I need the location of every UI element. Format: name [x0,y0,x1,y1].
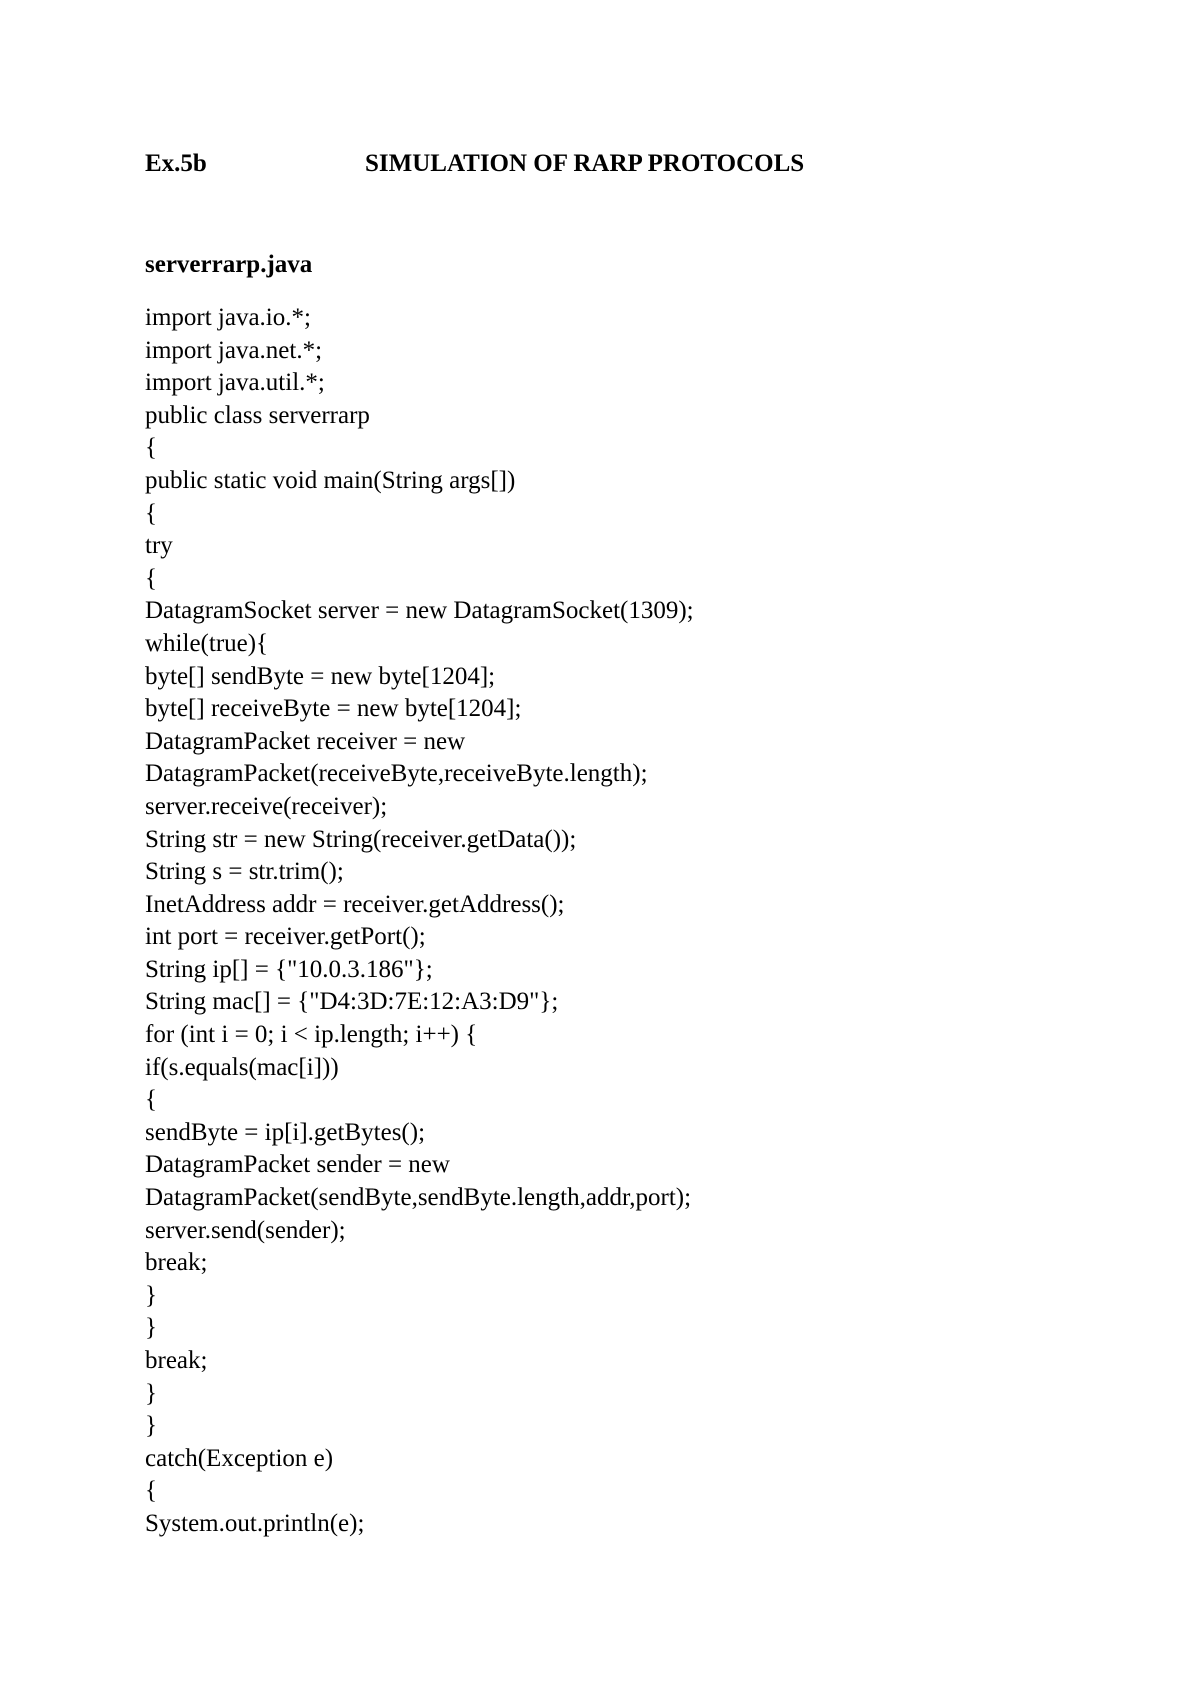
code-line: { [145,564,157,592]
code-line: { [145,499,157,527]
code-line: } [145,1281,157,1309]
file-name-heading: serverrarp.java [145,251,313,278]
code-line: String ip[] = {"10.0.3.186"}; [145,955,433,983]
code-line: catch(Exception e) [145,1444,334,1472]
code-line: import java.io.*; [145,304,311,331]
heading-row [145,146,1045,182]
exercise-number: Ex.5b [145,150,207,177]
code-line: } [145,1412,157,1440]
code-line: String str = new String(receiver.getData()); [145,825,577,853]
code-line: public class serverrarp [145,401,370,429]
code-line: System.out.println(e); [145,1509,365,1537]
code-line: DatagramPacket(sendByte,sendByte.length,addr,port); [145,1184,692,1212]
code-line: DatagramPacket(receiveByte,receiveByte.length); [145,760,648,788]
code-line: InetAddress addr = receiver.getAddress(); [145,890,565,918]
code-line: DatagramPacket sender = new [145,1151,450,1179]
code-line: server.receive(receiver); [145,792,388,820]
code-line: DatagramPacket receiver = new [145,727,466,755]
code-line: while(true){ [145,629,269,657]
document-title: SIMULATION OF RARP PROTOCOLS [365,150,805,177]
code-line: String s = str.trim(); [145,858,344,886]
code-line: server.send(sender); [145,1216,346,1244]
code-line: public static void main(String args[]) [145,466,516,494]
code-line: sendByte = ip[i].getBytes(); [145,1118,426,1146]
code-line: } [145,1314,157,1342]
code-line: String mac[] = {"D4:3D:7E:12:A3:D9"}; [145,988,559,1016]
code-line: } [145,1379,157,1407]
code-line: DatagramSocket server = new DatagramSocket(1309); [145,597,694,625]
code-line: import java.util.*; [145,369,325,397]
code-line: { [145,1086,157,1114]
code-line: break; [145,1249,208,1277]
code-line: { [145,434,157,462]
code-line: int port = receiver.getPort(); [145,923,426,951]
code-listing [145,302,1145,1541]
code-line: if(s.equals(mac[i])) [145,1053,339,1081]
code-line: try [145,532,173,560]
code-line: { [145,1477,157,1505]
code-line: for (int i = 0; i < ip.length; i++) { [145,1021,478,1049]
code-line: import java.net.*; [145,336,323,364]
code-line: byte[] receiveByte = new byte[1204]; [145,695,522,723]
code-line: break; [145,1347,208,1374]
code-line: byte[] sendByte = new byte[1204]; [145,662,496,690]
